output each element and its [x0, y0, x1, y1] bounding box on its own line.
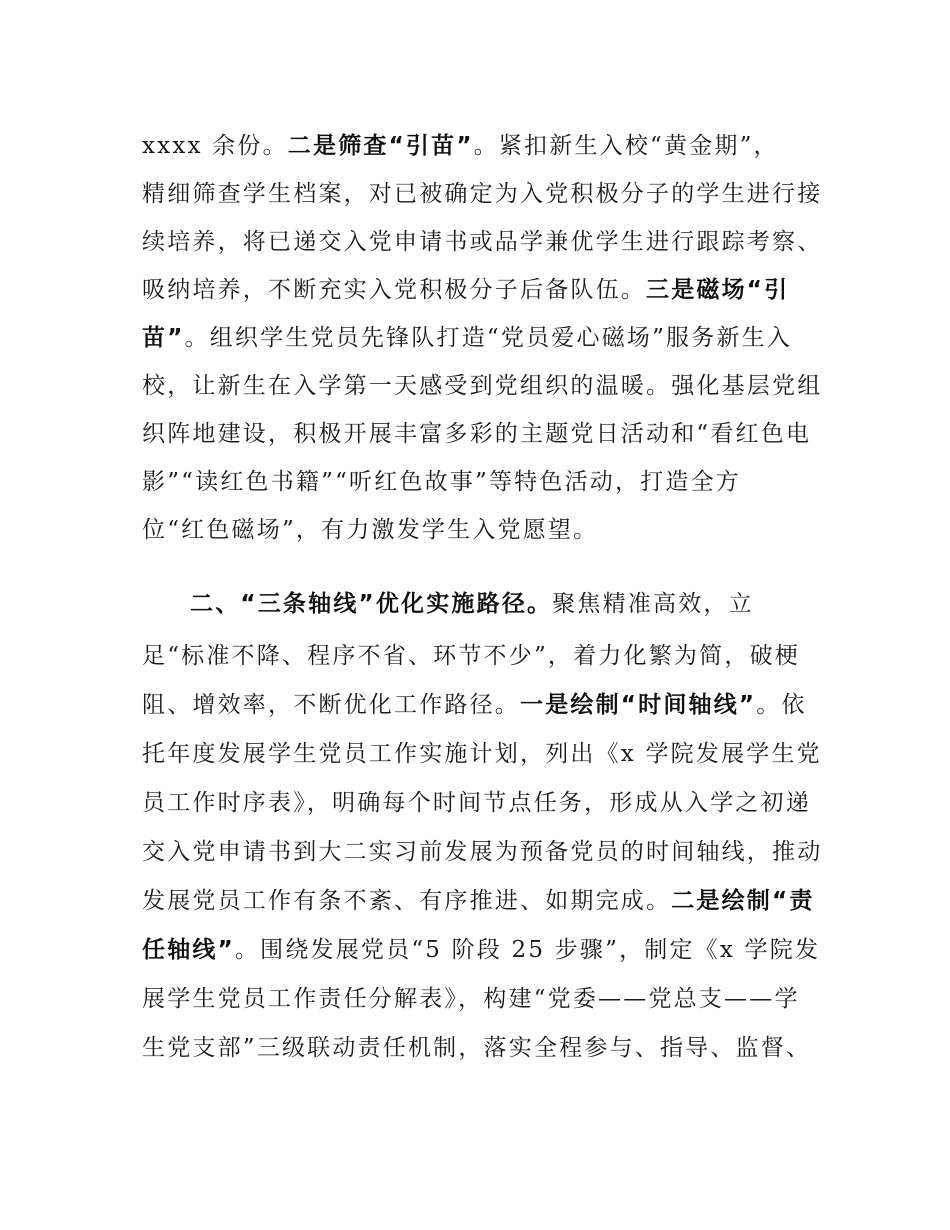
text-run: 校，让新生在入学第一天感受到党组织的温暖。强化基层党组: [142, 373, 823, 399]
bold-run: 三是磁场“引: [646, 277, 790, 303]
text-run: 员工作时序表》，明确每个时间节点任务，形成从入学之初递: [142, 790, 811, 816]
text-run: 展学生党员工作责任分解表》，构建“党委——党总支——学: [142, 986, 800, 1012]
bold-run: 二是绘制“责: [671, 888, 815, 914]
paragraph-1-line-1: [142, 122, 822, 170]
text-run: 交入党申请书到大二实习前发展为预备党员的时间轴线，推动: [142, 839, 823, 865]
text-run: 。紧扣新生入校“黄金期”，: [473, 133, 779, 159]
paragraph-1-line-5: [142, 314, 822, 362]
paragraph-2-line-3: [142, 681, 822, 729]
text-run: 足“标准不降、程序不省、环节不少”，着力化繁为简，破梗: [142, 643, 800, 669]
paragraph-1-line-8: [142, 458, 822, 506]
text-run: 。依: [756, 692, 807, 718]
paragraph-1-line-9: [142, 506, 822, 554]
paragraph-2-line-4: [142, 730, 822, 778]
bold-run: 任轴线”: [142, 937, 235, 963]
text-run: 影”“读红色书籍”“听红色故事”等特色活动，打造全方: [142, 469, 741, 495]
paragraph-1-line-2: [142, 170, 822, 218]
text-run: 。组织学生党员先锋队打造“党员爱心磁场”服务新生入: [184, 325, 793, 351]
bold-run: 二是筛查“引苗”: [287, 133, 474, 159]
text-run: 阻、增效率，不断优化工作路径。: [142, 692, 520, 718]
paragraph-2-line-1: [190, 580, 870, 628]
paragraph-2-line-6: [142, 828, 822, 876]
paragraph-1-line-6: [142, 362, 822, 410]
text-run: 位“红色磁场”，有力激发学生入党愿望。: [142, 517, 599, 543]
text-run: 精细筛查学生档案，对已被确定为入党积极分子的学生进行接: [142, 181, 823, 207]
text-run: 托年度发展学生党员工作实施计划，列出《x 学院发展学生党: [142, 741, 822, 767]
text-run: 织阵地建设，积极开展丰富多彩的主题党日活动和“看红色电: [142, 421, 812, 447]
bold-run: 一是绘制“时间轴线”: [520, 692, 757, 718]
paragraph-1-line-7: [142, 410, 822, 458]
paragraph-2-line-10: [142, 1024, 822, 1072]
paragraph-1-line-4: [142, 266, 822, 314]
paragraph-2-line-5: [142, 779, 822, 827]
paragraph-2-line-2: [142, 632, 822, 680]
text-run: 发展党员工作有条不紊、有序推进、如期完成。: [142, 888, 672, 914]
bold-run: 苗”: [142, 325, 185, 351]
text-run: 吸纳培养，不断充实入党积极分子后备队伍。: [142, 277, 646, 303]
text-run: 。围绕发展党员“5 阶段 25 步骤”，制定《x 学院发: [234, 937, 821, 963]
paragraph-2-line-8: [142, 926, 822, 974]
paragraph-2-line-9: [142, 975, 822, 1023]
text-run: 聚焦精准高效，立: [552, 591, 754, 617]
paragraph-1-line-3: [142, 218, 822, 266]
text-run: 续培养，将已递交入党申请书或品学兼优学生进行跟踪考察、: [142, 229, 823, 255]
paragraph-2-line-7: [142, 877, 822, 925]
text-run: 生党支部”三级联动责任机制，落实全程参与、指导、监督、: [142, 1035, 812, 1061]
text-run: xxxx 余份。: [142, 133, 288, 159]
section-heading: 二、“三条轴线”优化实施路径。: [190, 591, 553, 617]
